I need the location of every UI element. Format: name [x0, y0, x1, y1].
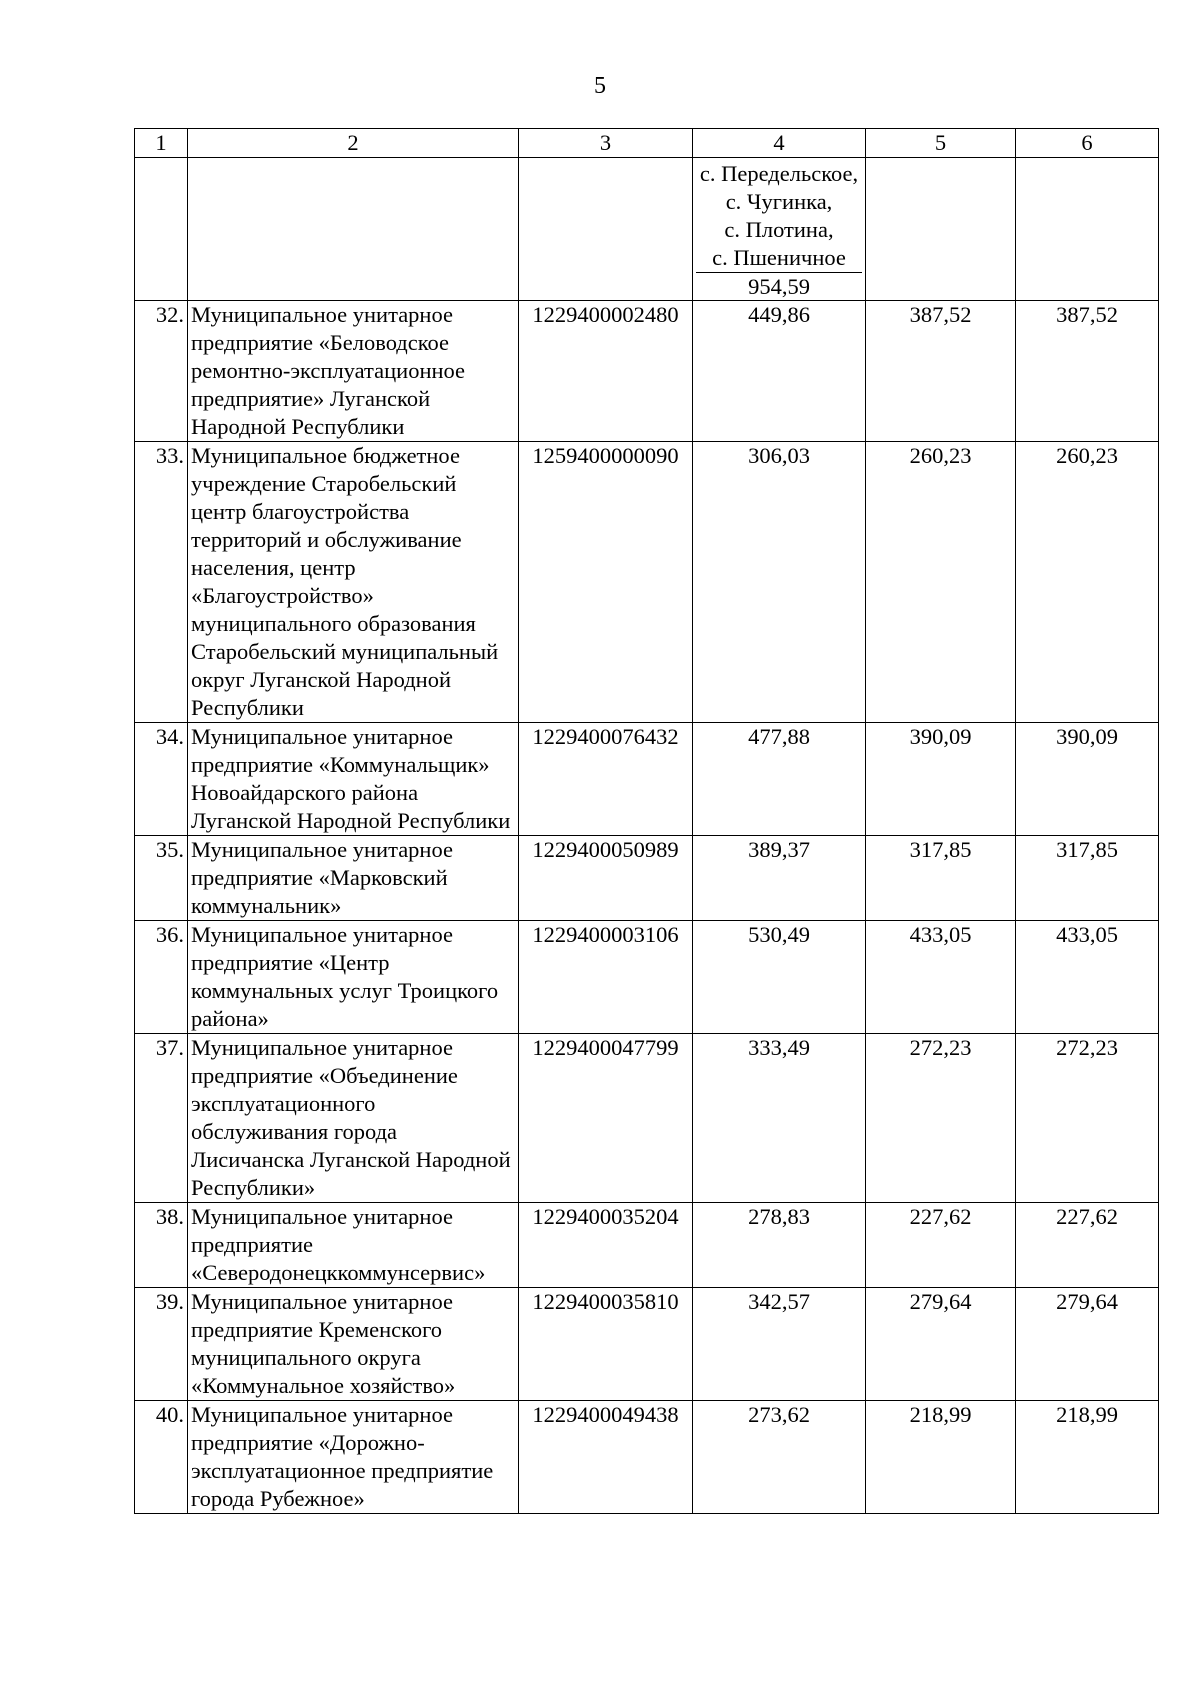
continuation-value: 954,59	[696, 272, 862, 300]
column-header-6: 6	[1016, 129, 1159, 158]
value-col6: 218,99	[1016, 1401, 1159, 1514]
registration-code: 1259400000090	[519, 442, 693, 723]
continuation-row	[135, 158, 1159, 301]
organization-name: Муниципальное бюджетное учреждение Старобельский центр благоустройства территорий и обслуживание населения, центр «Благоустройство» муниципального образования Старобельский муниципальный округ Луганской Народной Республики	[188, 442, 519, 723]
row-number: 38.	[135, 1203, 188, 1288]
value-col6: 227,62	[1016, 1203, 1159, 1288]
value-col6: 390,09	[1016, 723, 1159, 836]
row-number: 33.	[135, 442, 188, 723]
value-col6: 272,23	[1016, 1034, 1159, 1203]
place-name: с. Плотина,	[724, 217, 834, 242]
page-number: 5	[594, 73, 606, 99]
registration-code: 1229400049438	[519, 1401, 693, 1514]
organization-name: Муниципальное унитарное предприятие «Северодонецккоммунсервис»	[188, 1203, 519, 1288]
organization-name: Муниципальное унитарное предприятие «Центр коммунальных услуг Троицкого района»	[188, 921, 519, 1034]
value-col5: 433,05	[866, 921, 1016, 1034]
organization-name: Муниципальное унитарное предприятие «Объединение эксплуатационного обслуживания города Лисичанска Луганской Народной Республики»	[188, 1034, 519, 1203]
registration-code: 1229400076432	[519, 723, 693, 836]
table-row	[135, 1203, 1159, 1288]
continuation-code-cell	[519, 158, 693, 301]
registration-code: 1229400050989	[519, 836, 693, 921]
value-col4: 530,49	[693, 921, 866, 1034]
continuation-places-cell	[693, 158, 866, 301]
organization-name: Муниципальное унитарное предприятие «Беловодское ремонтно-эксплуатационное предприятие» Луганской Народной Республики	[188, 301, 519, 442]
value-col4: 389,37	[693, 836, 866, 921]
place-name: с. Передельское,	[699, 161, 859, 186]
registration-code: 1229400003106	[519, 921, 693, 1034]
table-row	[135, 1401, 1159, 1514]
table-row	[135, 1034, 1159, 1203]
registration-code: 1229400002480	[519, 301, 693, 442]
row-number: 40.	[135, 1401, 188, 1514]
column-header-4: 4	[693, 129, 866, 158]
value-col4: 477,88	[693, 723, 866, 836]
table-row	[135, 1288, 1159, 1401]
column-header-2: 2	[188, 129, 519, 158]
value-col4: 342,57	[693, 1288, 866, 1401]
header-row	[135, 129, 1159, 158]
continuation-num-cell	[135, 158, 188, 301]
tariff-table	[134, 128, 1159, 1514]
value-col4: 449,86	[693, 301, 866, 442]
value-col5: 260,23	[866, 442, 1016, 723]
value-col5: 272,23	[866, 1034, 1016, 1203]
continuation-name-cell	[188, 158, 519, 301]
continuation-col5-cell	[866, 158, 1016, 301]
column-header-5: 5	[866, 129, 1016, 158]
row-number: 39.	[135, 1288, 188, 1401]
value-col6: 279,64	[1016, 1288, 1159, 1401]
value-col4: 306,03	[693, 442, 866, 723]
value-col6: 387,52	[1016, 301, 1159, 442]
value-col6: 433,05	[1016, 921, 1159, 1034]
table-row	[135, 442, 1159, 723]
row-number: 36.	[135, 921, 188, 1034]
place-name: с. Пшеничное	[712, 245, 846, 270]
value-col5: 390,09	[866, 723, 1016, 836]
table-row	[135, 723, 1159, 836]
value-col5: 227,62	[866, 1203, 1016, 1288]
value-col5: 218,99	[866, 1401, 1016, 1514]
value-col4: 278,83	[693, 1203, 866, 1288]
registration-code: 1229400047799	[519, 1034, 693, 1203]
row-number: 32.	[135, 301, 188, 442]
organization-name: Муниципальное унитарное предприятие «Дорожно-эксплуатационное предприятие города Рубежное»	[188, 1401, 519, 1514]
column-header-3: 3	[519, 129, 693, 158]
table-row	[135, 921, 1159, 1034]
value-col4: 273,62	[693, 1401, 866, 1514]
organization-name: Муниципальное унитарное предприятие Кременского муниципального округа «Коммунальное хозяйство»	[188, 1288, 519, 1401]
place-name: с. Чугинка,	[725, 189, 833, 214]
registration-code: 1229400035204	[519, 1203, 693, 1288]
value-col6: 317,85	[1016, 836, 1159, 921]
continuation-col6-cell	[1016, 158, 1159, 301]
value-col5: 317,85	[866, 836, 1016, 921]
table-row	[135, 301, 1159, 442]
registration-code: 1229400035810	[519, 1288, 693, 1401]
value-col5: 279,64	[866, 1288, 1016, 1401]
continuation-places	[696, 158, 862, 272]
value-col5: 387,52	[866, 301, 1016, 442]
row-number: 35.	[135, 836, 188, 921]
value-col4: 333,49	[693, 1034, 866, 1203]
row-number: 37.	[135, 1034, 188, 1203]
table-row	[135, 836, 1159, 921]
column-header-1: 1	[135, 129, 188, 158]
organization-name: Муниципальное унитарное предприятие «Коммунальщик» Новоайдарского района Луганской Народной Республики	[188, 723, 519, 836]
value-col6: 260,23	[1016, 442, 1159, 723]
organization-name: Муниципальное унитарное предприятие «Марковский коммунальник»	[188, 836, 519, 921]
row-number: 34.	[135, 723, 188, 836]
